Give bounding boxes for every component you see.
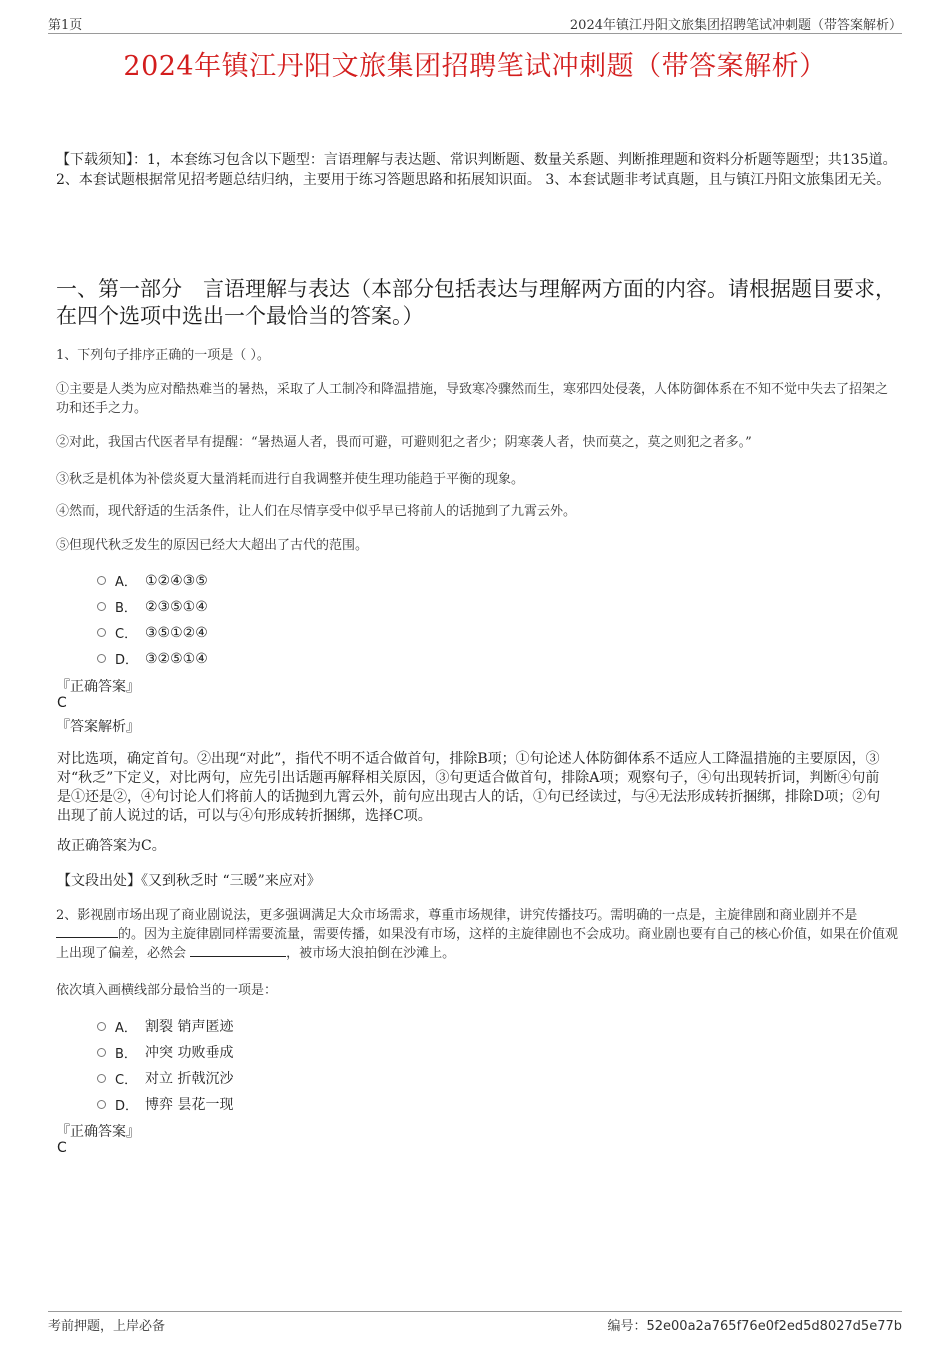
page-number: 第1页: [48, 18, 83, 33]
radio-icon[interactable]: [97, 1048, 106, 1057]
option-letter: B．: [115, 1046, 137, 1062]
option-text: 割裂 销声匿迹: [145, 1019, 234, 1035]
radio-icon[interactable]: [97, 602, 106, 611]
q1-conclusion: 故正确答案为C。: [57, 838, 166, 854]
option-text: 博弈 昙花一现: [145, 1097, 234, 1113]
q2-answer: C: [57, 1140, 67, 1156]
q1-answer-label: 『正确答案』: [56, 679, 140, 695]
radio-icon[interactable]: [97, 654, 106, 663]
q2-option-a[interactable]: [97, 1016, 233, 1036]
option-text: ③②⑤①④: [145, 650, 208, 667]
code-label: 编号：: [607, 1319, 647, 1334]
option-letter: D．: [115, 1098, 139, 1114]
radio-icon[interactable]: [97, 1074, 106, 1083]
header-doc-title: 2024年镇江丹阳文旅集团招聘笔试冲刺题（带答案解析）: [569, 18, 902, 33]
download-notice: 【下载须知】：1，本套练习包含以下题型：言语理解与表达题、常识判断题、数量关系题、判断推理题和资料分析题等题型；共135道。 2、本套试题根据常见招考题总结归纳，主要用于练习答题思路和拓展知识面。 3、本套试题非考试真题，且与镇江丹阳文旅集团无关。: [56, 152, 897, 188]
q1-option-a[interactable]: [97, 571, 208, 590]
section-heading: 一、第一部分 言语理解与表达（本部分包括表达与理解两方面的内容。请根据题目要求，在四个选项中选出一个最恰当的答案。）: [56, 277, 896, 328]
q2-stem: [56, 906, 898, 963]
fill-blank-2: [190, 944, 286, 957]
q1-analysis-label: 『答案解析』: [56, 719, 140, 735]
source-title: 《又到秋乏时 “三暖”来应对》: [141, 873, 321, 889]
code-value: 52e00a2a765f76e0f2ed5d8027d5e77b: [646, 1319, 902, 1334]
q1-sentence-4: ④然而，现代舒适的生活条件，让人们在尽情享受中似乎早已将前人的话抛到了九霄云外。: [56, 504, 577, 519]
footer-slogan: 考前押题，上岸必备: [48, 1319, 166, 1334]
header-divider: [48, 33, 902, 34]
q1-option-d[interactable]: [97, 649, 208, 668]
q2-option-b[interactable]: [97, 1042, 233, 1062]
q1-option-b[interactable]: [97, 597, 208, 616]
option-letter: B．: [115, 601, 137, 616]
option-text: ②③⑤①④: [145, 598, 208, 615]
q1-sentence-5: ⑤但现代秋乏发生的原因已经大大超出了古代的范围。: [56, 538, 369, 553]
option-text: ①②④③⑤: [145, 572, 208, 589]
page-title: 2024年镇江丹阳文旅集团招聘笔试冲刺题（带答案解析）: [123, 51, 827, 82]
source-label: 【文段出处】: [57, 873, 141, 889]
q1-answer: C: [57, 695, 67, 711]
option-text: 对立 折戟沉沙: [145, 1071, 234, 1087]
q2-prompt: 依次填入画横线部分最恰当的一项是：: [56, 983, 278, 998]
option-text: ③⑤①②④: [145, 624, 208, 641]
option-letter: C．: [115, 627, 138, 642]
q2-stem-part3: ，被市场大浪拍倒在沙滩上。: [286, 946, 456, 961]
q1-sentence-2: ②对此，我国古代医者早有提醒：“暑热逼人者，畏而可避，可避则犯之者少；阴寒袭人者，快而莫之，莫之则犯之者多。”: [56, 435, 752, 450]
q2-stem-part1: 2、影视剧市场出现了商业剧说法，更多强调满足大众市场需求，尊重市场规律，讲究传播技巧。需明确的一点是，主旋律剧和商业剧并不是: [56, 908, 858, 923]
option-letter: A．: [115, 575, 137, 590]
q2-option-d[interactable]: [97, 1094, 233, 1114]
radio-icon[interactable]: [97, 576, 106, 585]
footer-code: [607, 1315, 902, 1334]
q1-source: [57, 872, 321, 891]
q2-stem-part2: 的。因为主旋律剧同样需要流量，需要传播，如果没有市场，这样的主旋律剧也不会成功。商业剧也要有自己的核心价值，如果在价值观上出现了偏差，必然会: [56, 927, 899, 961]
fill-blank-1: [56, 925, 118, 938]
option-letter: A．: [115, 1020, 137, 1036]
q1-sentence-3: ③秋乏是机体为补偿炎夏大量消耗而进行自我调整并使生理功能趋于平衡的现象。: [56, 472, 525, 487]
q1-option-c[interactable]: [97, 623, 208, 642]
option-text: 冲突 功败垂成: [145, 1045, 234, 1061]
footer-divider: [48, 1311, 902, 1312]
q1-analysis: 对比选项，确定首句。②出现“对此”，指代不明不适合做首句，排除B项；①句论述人体防御体系不适应人工降温措施的主要原因，③对“秋乏”下定义，对比两句，应先引出话题再解释相关原因，③句更适合做首句，排除A项；观察句子，④句出现转折词，判断④句前是①还是②，④句讨论人们将前人的话抛到九霄云外，前句应出现古人的话，①句已经读过，与④无法形成转折捆绑，排除D项；②句出现了前人说过的话，可以与④句形成转折捆绑，选择C项。: [57, 751, 881, 824]
option-letter: D．: [115, 653, 139, 668]
q1-stem: 1、下列句子排序正确的一项是（ ）。: [56, 348, 270, 363]
radio-icon[interactable]: [97, 1022, 106, 1031]
option-letter: C．: [115, 1072, 138, 1088]
q2-option-c[interactable]: [97, 1068, 233, 1088]
radio-icon[interactable]: [97, 628, 106, 637]
radio-icon[interactable]: [97, 1100, 106, 1109]
q2-answer-label: 『正确答案』: [56, 1124, 140, 1140]
q1-sentence-1: ①主要是人类为应对酷热难当的暑热，采取了人工制冷和降温措施，导致寒冷骤然而生，寒邪四处侵袭，人体防御体系在不知不觉中失去了招架之功和还手之力。: [56, 382, 889, 416]
